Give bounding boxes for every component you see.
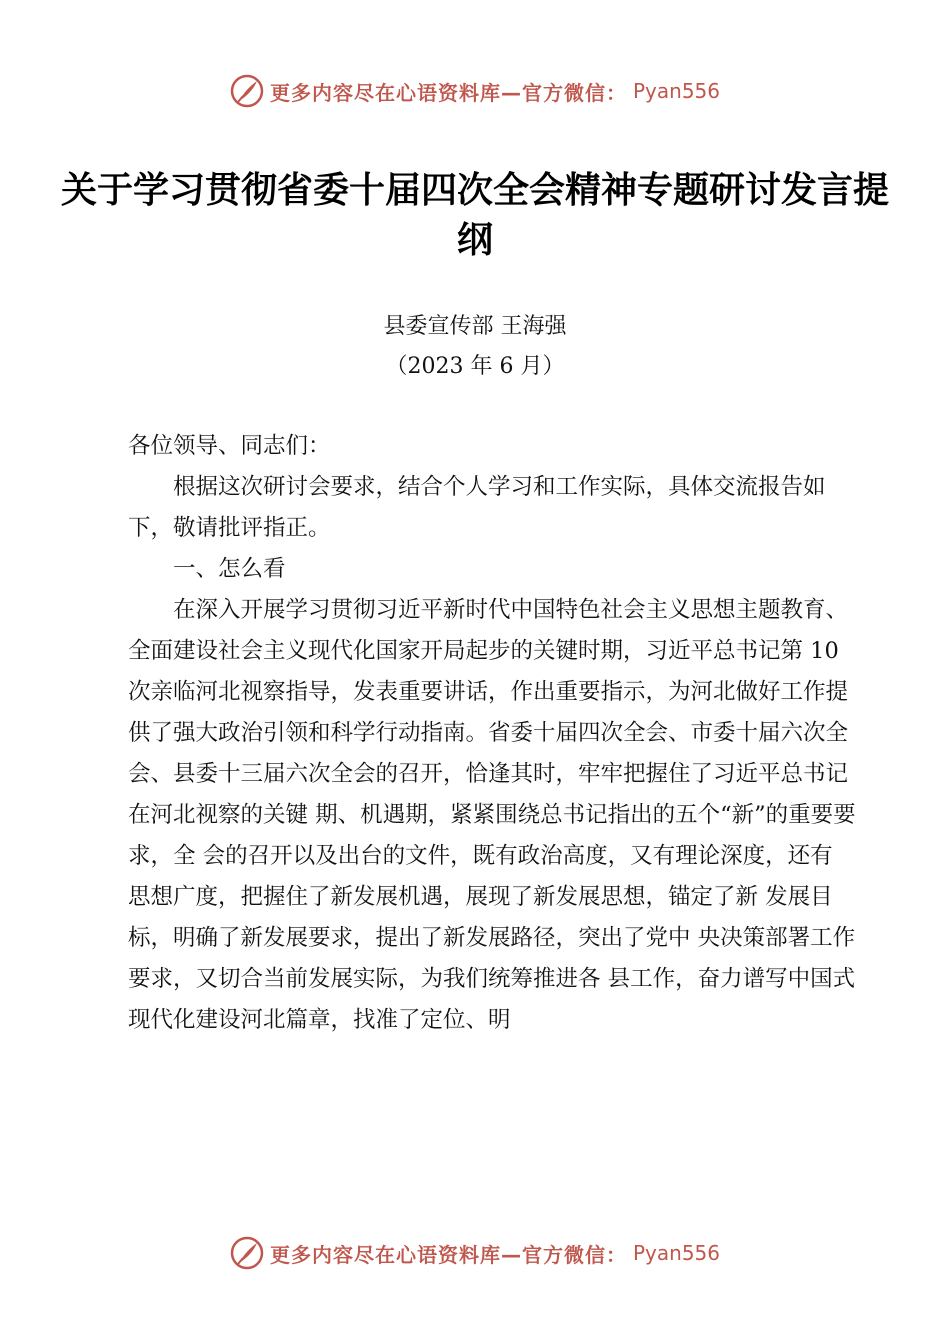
banner-text: 更多内容尽在心语资料库—官方微信： — [269, 1242, 627, 1267]
author-line: 县委宣传部 王海强 — [383, 314, 567, 339]
footer-banner — [0, 1236, 950, 1270]
greeting: 各位领导、同志们： — [128, 433, 331, 459]
document-title: 关于学习贯彻省委十届四次全会精神专题研讨发言提纲 — [60, 169, 889, 261]
intro-paragraph: 根据这次研讨会要求，结合个人学习和工作实际，具体交流报告如下，敬请批评指正。 — [128, 474, 826, 541]
document-body — [128, 426, 858, 1041]
banner-wechat-id: Pyan556 — [632, 79, 720, 103]
quill-pen-icon — [230, 1236, 264, 1270]
body-paragraph: 在深入开展学习贯彻习近平新时代中国特色社会主义思想主题教育、全面建设社会主义现代化国家开局起步的关键时期，习近平总书记第 10 次亲临河北视察指导，发表重要讲话，作出重要指示，为河北做好工作提供了强大政治引领和科学行动指南。省委十届四次全会、市委十届六次全会、县委十三届六次全会的召开，恰逢其时，牢牢把握住了习近平总书记在河北视察的关键 期、机遇期，紧紧围绕总书记指出的五个“新”的重要要求，全 会的召开以及出台的文件，既有政治高度，又有理论深度，还有 思想广度，把握住了新发展机遇，展现了新发展思想，锚定了新 发展目标，明确了新发展要求，提出了新发展路径，突出了党中 央决策部署工作要求，又切合当前发展实际，为我们统筹推进各 县工作，奋力谱写中国式现代化建设河北篇章，找准了定位、明 — [128, 597, 856, 1033]
quill-pen-icon — [230, 74, 264, 108]
section-heading: 一、怎么看 — [173, 556, 286, 582]
banner-wechat-id: Pyan556 — [632, 1241, 720, 1265]
date-line: （2023 年 6 月） — [385, 354, 565, 379]
header-banner — [0, 74, 950, 108]
banner-text: 更多内容尽在心语资料库—官方微信： — [269, 80, 627, 105]
